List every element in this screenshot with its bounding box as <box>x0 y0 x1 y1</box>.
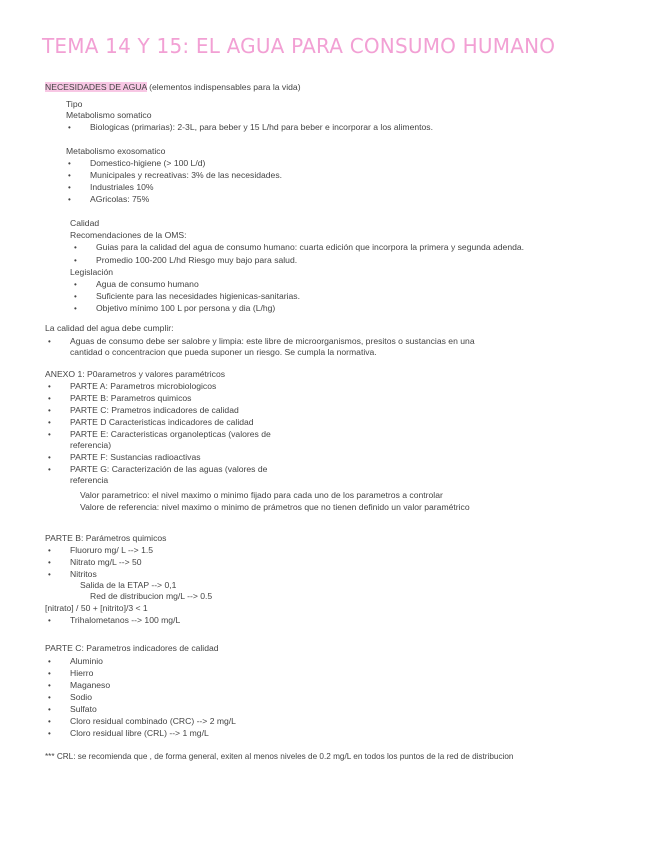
oms-item: Promedio 100-200 L/hd Riesgo muy bajo para salud. <box>96 255 298 265</box>
valor-referencia-definition: Valore de referencia: nivel maximo o minimo de prámetros que no tienen definido un valor paramétrico <box>80 502 470 512</box>
bullet: • <box>48 669 51 678</box>
anexo-item-continued: referencia) <box>70 440 112 450</box>
legislacion-label: Legislación <box>70 267 113 277</box>
bullet: • <box>74 304 77 313</box>
anexo-title: ANEXO 1: P0arametros y valores paramétricos <box>45 369 226 379</box>
necesidades-heading-line <box>45 82 301 93</box>
exosomatico-item: AGricolas: 75% <box>90 194 150 204</box>
parte-b-item: Trihalometanos --> 100 mg/L <box>70 615 181 625</box>
nitritos-subitem: Red de distribucion mg/L --> 0.5 <box>90 591 213 601</box>
bullet: • <box>68 159 71 168</box>
parte-b-item: Fluoruro mg/ L --> 1.5 <box>70 545 154 555</box>
nitritos-subitem: Salida de la ETAP --> 0,1 <box>80 580 177 590</box>
parte-c-item: Cloro residual combinado (CRC) --> 2 mg/L <box>70 716 236 726</box>
cumplir-line: Aguas de consumo debe ser salobre y limpia: este libre de microorganismos, presitos o sustancias en una <box>70 336 475 346</box>
legislacion-item: Objetivo mínimo 100 L por persona y dia (L/hg) <box>96 303 276 313</box>
bullet: • <box>48 430 51 439</box>
exosomatico-item: Municipales y recreativas: 3% de las necesidades. <box>90 170 283 180</box>
exosomatico-title: Metabolismo exosomatico <box>66 146 166 156</box>
bullet: • <box>48 394 51 403</box>
bullet: • <box>48 406 51 415</box>
parte-c-item: Hierro <box>70 668 94 678</box>
bullet: • <box>48 681 51 690</box>
page-title: TEMA 14 Y 15: EL AGUA PARA CONSUMO HUMANO <box>42 34 556 58</box>
oms-item: Guias para la calidad del agua de consumo humano: cuarta edición que incorpora la primera y segunda adenda. <box>96 242 525 252</box>
somatico-title: Metabolismo somatico <box>66 110 152 120</box>
valor-parametrico-definition: Valor parametrico: el nivel maximo o minimo fijado para cada uno de los parametros a controlar <box>80 490 443 500</box>
necesidades-heading-note: (elementos indispensables para la vida) <box>146 82 301 92</box>
parte-c-item: Cloro residual libre (CRL) --> 1 mg/L <box>70 728 209 738</box>
bullet: • <box>48 693 51 702</box>
tipo-label: Tipo <box>66 99 83 109</box>
parte-b-title: PARTE B: Parámetros quimicos <box>45 533 167 543</box>
anexo-item: PARTE A: Parametros microbiologicos <box>70 381 217 391</box>
bullet: • <box>68 171 71 180</box>
somatico-item: Biologicas (primarias): 2-3L, para beber y 15 L/hd para beber e incorporar a los alimentos. <box>90 122 433 132</box>
parte-c-item: Maganeso <box>70 680 111 690</box>
cumplir-line: cantidad o concentracion que pueda suponer un riesgo. Se cumpla la normativa. <box>70 347 377 357</box>
footnote: *** CRL: se recomienda que , de forma general, exiten al menos niveles de 0.2 mg/L en todos los puntos de la red de distribucion <box>45 752 514 761</box>
bullet: • <box>48 465 51 474</box>
bullet: • <box>48 570 51 579</box>
bullet: • <box>48 729 51 738</box>
bullet: • <box>48 337 51 346</box>
anexo-item: PARTE D Caracteristicas indicadores de calidad <box>70 417 254 427</box>
bullet: • <box>68 183 71 192</box>
legislacion-item: Agua de consumo humano <box>96 279 199 289</box>
legislacion-item: Suficiente para las necesidades higienicas-sanitarias. <box>96 291 300 301</box>
cumplir-title: La calidad del agua debe cumplir: <box>45 323 174 333</box>
exosomatico-item: Domestico-higiene (> 100 L/d) <box>90 158 206 168</box>
bullet: • <box>74 292 77 301</box>
parte-c-item: Aluminio <box>70 656 103 666</box>
calidad-label: Calidad <box>70 218 100 228</box>
anexo-item: PARTE E: Caracteristicas organolepticas (valores de <box>70 429 271 439</box>
bullet: • <box>74 243 77 252</box>
anexo-item: PARTE C: Prametros indicadores de calidad <box>70 405 239 415</box>
necesidades-heading: NECESIDADES DE AGUA <box>45 82 147 92</box>
bullet: • <box>48 546 51 555</box>
bullet: • <box>68 195 71 204</box>
bullet: • <box>48 558 51 567</box>
bullet: • <box>68 123 71 132</box>
parte-c-item: Sodio <box>70 692 92 702</box>
bullet: • <box>48 616 51 625</box>
bullet: • <box>48 382 51 391</box>
anexo-item: PARTE B: Parametros quimicos <box>70 393 192 403</box>
bullet: • <box>48 705 51 714</box>
parte-c-title: PARTE C: Parametros indicadores de calidad <box>45 643 219 653</box>
bullet: • <box>74 280 77 289</box>
bullet: • <box>48 717 51 726</box>
exosomatico-item: Industriales 10% <box>90 182 154 192</box>
oms-title: Recomendaciones de la OMS: <box>70 230 187 240</box>
anexo-item-continued: referencia <box>70 475 109 485</box>
nitrato-formula: [nitrato] / 50 + [nitrito]/3 < 1 <box>45 603 148 613</box>
anexo-item: PARTE G: Caracterización de las aguas (valores de <box>70 464 268 474</box>
parte-c-item: Sulfato <box>70 704 97 714</box>
bullet: • <box>74 256 77 265</box>
bullet: • <box>48 453 51 462</box>
parte-b-item: Nitrato mg/L --> 50 <box>70 557 142 567</box>
bullet: • <box>48 657 51 666</box>
anexo-item: PARTE F: Sustancias radioactivas <box>70 452 201 462</box>
parte-b-item: Nitritos <box>70 569 97 579</box>
bullet: • <box>48 418 51 427</box>
